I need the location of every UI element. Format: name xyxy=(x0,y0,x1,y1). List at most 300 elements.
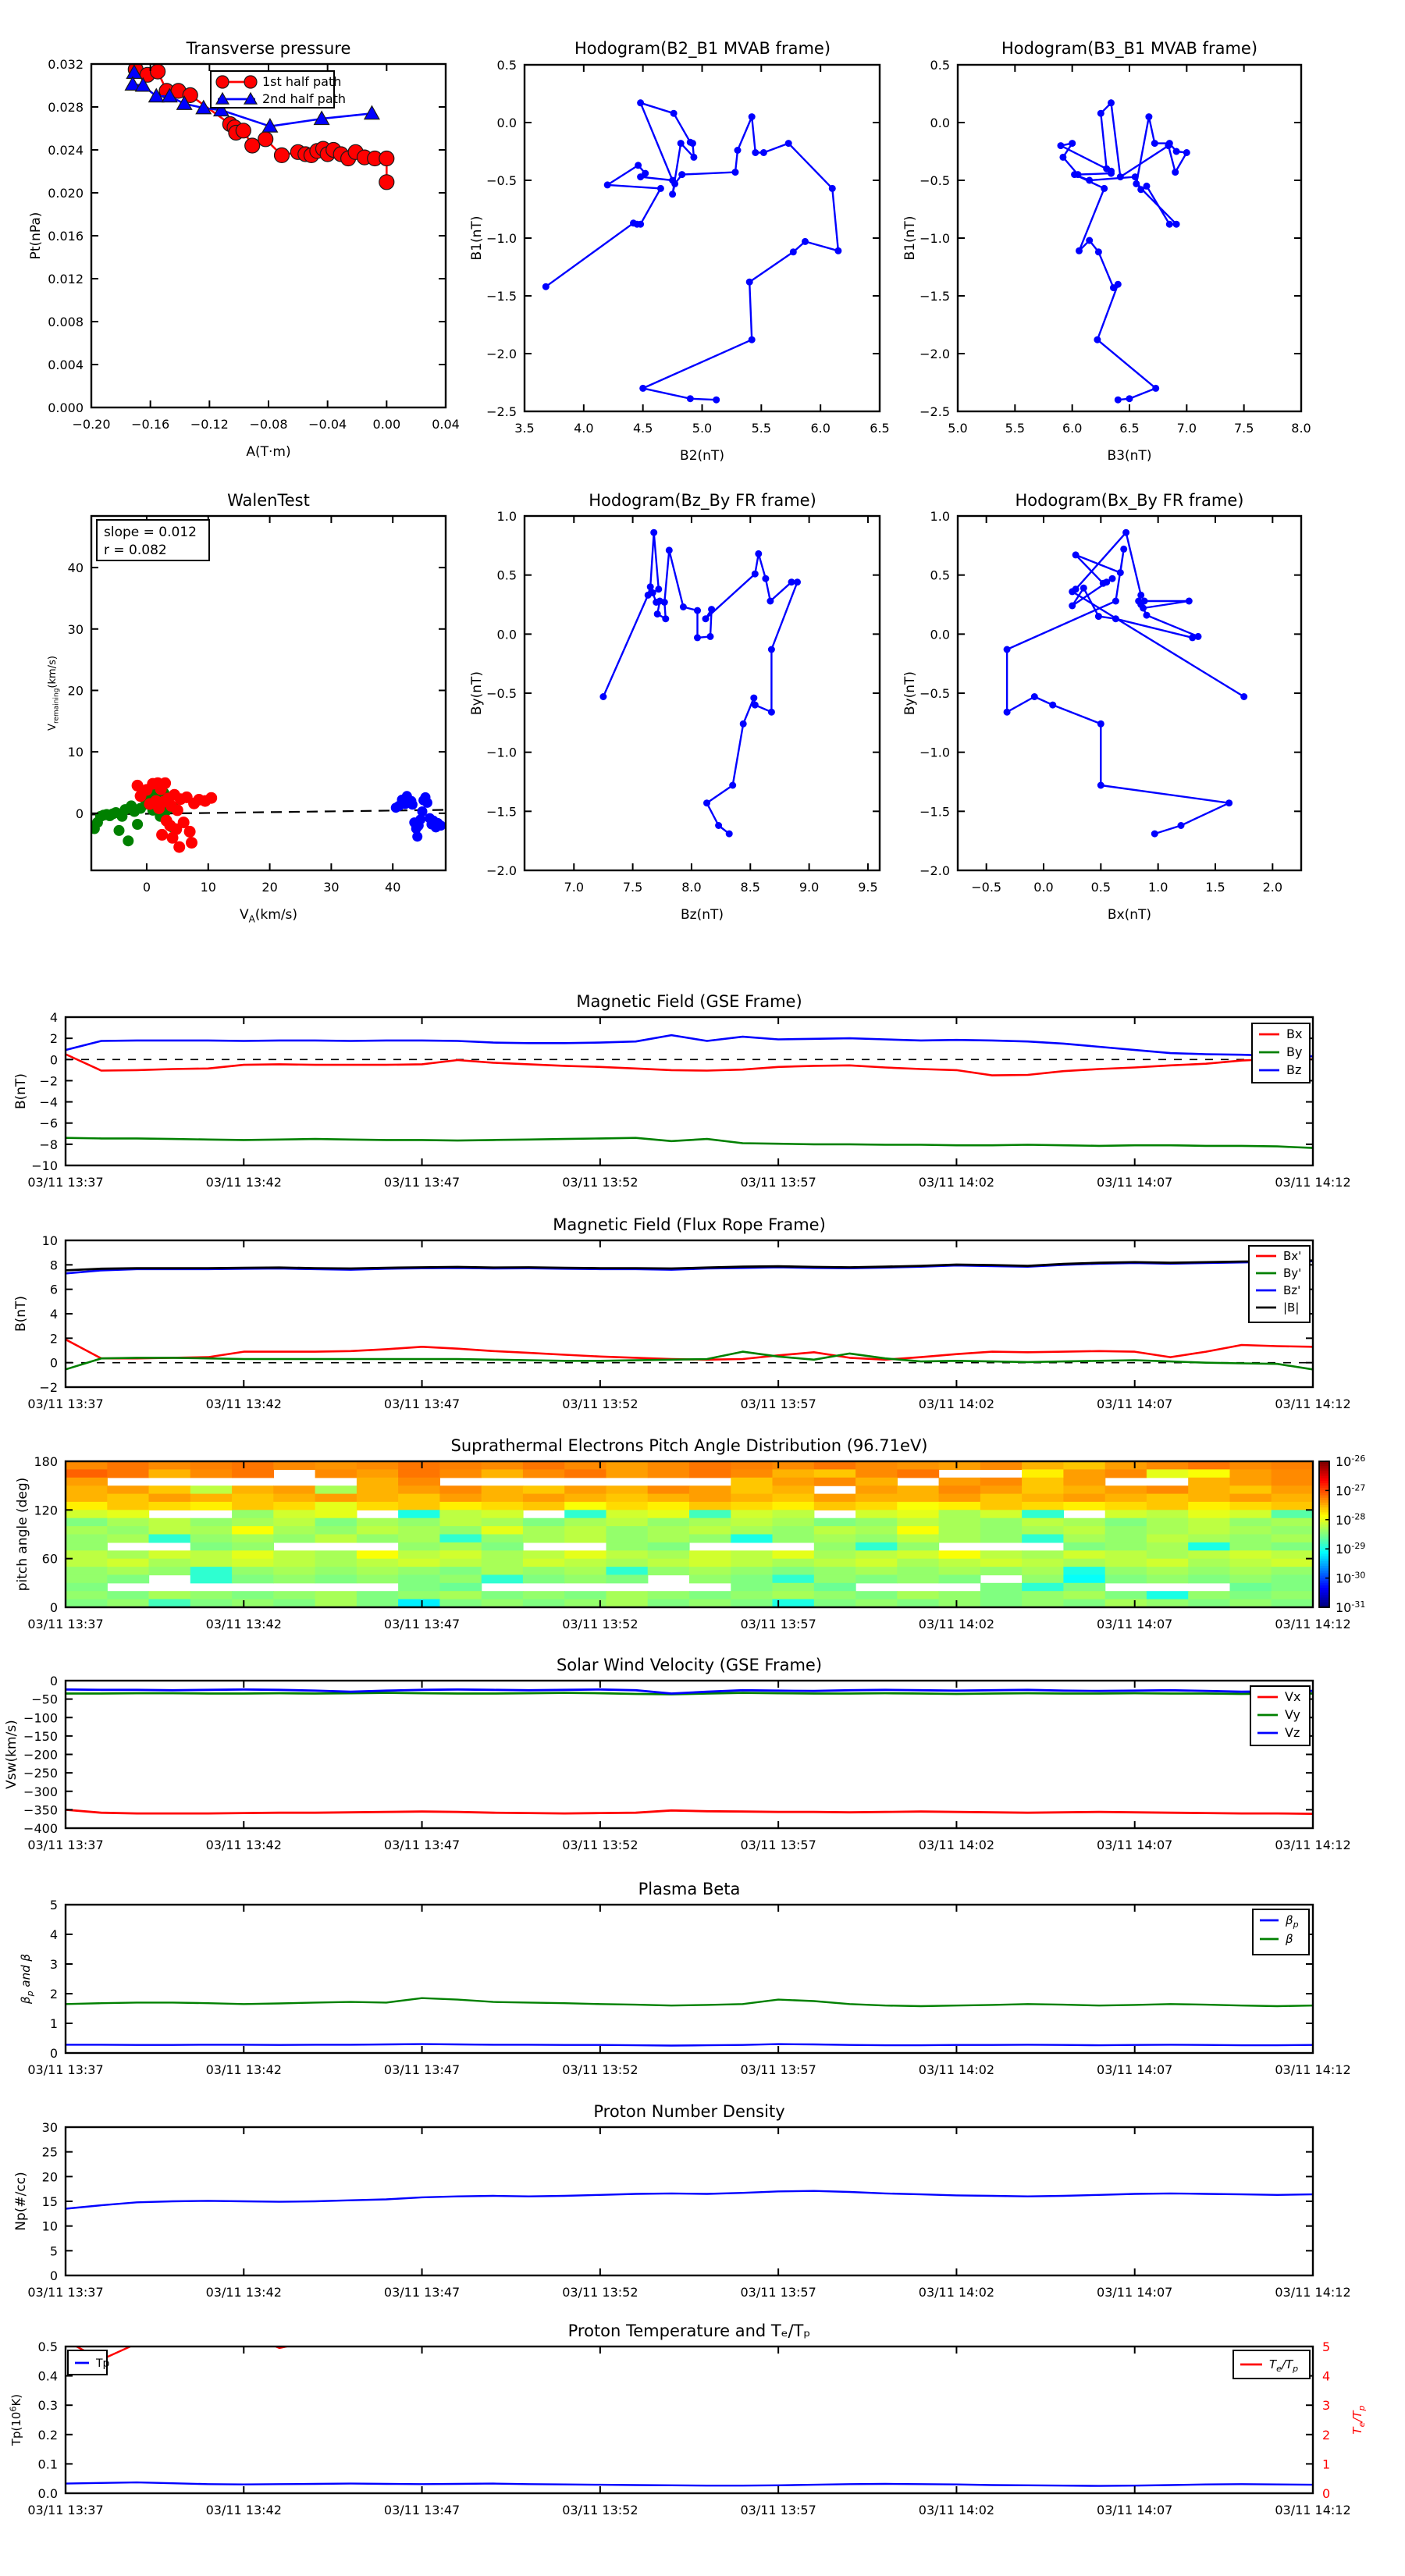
x-tick-label: 03/11 13:52 xyxy=(562,1175,638,1190)
x-tick-label: 03/11 14:02 xyxy=(918,1175,995,1190)
y-tick-label: −1.5 xyxy=(919,289,950,304)
legend-label: β xyxy=(1286,1932,1293,1946)
x-tick-label: 03/11 14:07 xyxy=(1097,1397,1173,1411)
x-tick-label: 03/11 13:47 xyxy=(383,1175,461,1190)
x-tick-label: −0.04 xyxy=(308,417,347,432)
y-axis-label: Np(#/cc) xyxy=(13,2172,29,2231)
y-tick-label: 2 xyxy=(49,1031,58,1047)
y-tick-label: 0 xyxy=(49,2268,58,2283)
x-tick-label: 03/11 13:47 xyxy=(383,2285,461,2300)
x-tick-label: 03/11 14:02 xyxy=(918,1397,995,1411)
x-tick-label: 03/11 13:42 xyxy=(205,1617,282,1631)
x-axis-label: A(T·m) xyxy=(246,444,291,460)
colorbar-tick-label: $10^{-29}$ xyxy=(1336,1541,1366,1557)
y-tick-label: 0.1 xyxy=(37,2457,58,2472)
x-tick-label: 03/11 13:47 xyxy=(383,2503,461,2517)
y-tick-label: 20 xyxy=(41,2169,58,2185)
chart-hodogram-bz-by xyxy=(469,509,880,923)
x-tick-label: 03/11 14:02 xyxy=(918,1838,995,1852)
y-axis-label: pitch angle (deg) xyxy=(15,1477,30,1592)
x-tick-label: 2.0 xyxy=(1262,880,1283,895)
y-tick-label: −300 xyxy=(23,1784,58,1799)
chart-transverse-pressure xyxy=(28,57,460,460)
y-axis-label: Pt(nPa) xyxy=(28,212,44,260)
series-beta_p xyxy=(66,2044,1313,2046)
right-tick-label: 3 xyxy=(1322,2398,1331,2414)
x-tick-label: 03/11 13:52 xyxy=(562,1617,638,1631)
x-tick-label: 4.0 xyxy=(574,421,594,436)
right-tick-label: 1 xyxy=(1322,2457,1331,2472)
chart-b-fr xyxy=(13,1233,1351,1411)
legend-label: |B| xyxy=(1283,1300,1300,1315)
x-tick-label: −0.08 xyxy=(249,417,288,432)
x-tick-label: 03/11 13:52 xyxy=(562,2503,638,2517)
x-tick-label: 03/11 13:57 xyxy=(740,1838,816,1852)
series-Bx_By xyxy=(1007,532,1244,834)
x-tick-label: 30 xyxy=(323,880,340,895)
series-Np xyxy=(66,2191,1313,2209)
x-tick-label: 03/11 14:12 xyxy=(1275,2503,1351,2517)
y-tick-label: −2.5 xyxy=(919,404,950,419)
legend-label: Bz' xyxy=(1283,1283,1301,1297)
x-tick-label: 1.5 xyxy=(1205,880,1225,895)
x-tick-label: 03/11 14:02 xyxy=(918,1617,995,1631)
chart-plasma-beta xyxy=(19,1898,1351,2077)
y-tick-label: 0.0 xyxy=(930,116,950,130)
series-layer xyxy=(542,99,842,403)
y-tick-label: 20 xyxy=(67,683,84,699)
annotation-line: slope = 0.012 xyxy=(104,525,197,540)
y-axis-label: $Tp(10^6K)$ xyxy=(8,2393,23,2446)
y-axis-label: B(nT) xyxy=(13,1073,29,1110)
chart-proton-temperature xyxy=(8,2332,1366,2517)
y-tick-label: −10 xyxy=(31,1158,58,1173)
x-tick-label: 6.0 xyxy=(1062,421,1083,436)
x-tick-label: 03/11 13:57 xyxy=(740,1175,816,1190)
series-layer xyxy=(66,2191,1313,2209)
series-layer xyxy=(89,777,446,853)
y-tick-label: −400 xyxy=(23,1821,58,1836)
series-Vx xyxy=(66,1809,1313,1813)
y-tick-label: −100 xyxy=(23,1710,58,1726)
y-tick-label: 0.024 xyxy=(48,143,84,158)
x-tick-label: 03/11 14:07 xyxy=(1097,2503,1173,2517)
x-axis-label: Bz(nT) xyxy=(680,907,724,923)
x-tick-label: 03/11 13:42 xyxy=(205,1838,282,1852)
legend-label: 1st half path xyxy=(262,74,342,89)
x-tick-label: 4.5 xyxy=(632,421,653,436)
x-tick-label: 03/11 13:52 xyxy=(562,1397,638,1411)
y-tick-label: 0.5 xyxy=(930,58,950,73)
y-tick-label: −2.0 xyxy=(919,347,950,361)
colorbar-tick-label: $10^{-31}$ xyxy=(1336,1599,1366,1615)
legend xyxy=(1249,1246,1310,1322)
y-tick-label: 0.0 xyxy=(930,627,950,642)
y-tick-label: −200 xyxy=(23,1747,58,1763)
plot-frame xyxy=(525,65,880,411)
y-tick-label: 40 xyxy=(67,560,84,576)
legend-label: $\beta_p$ xyxy=(1286,1913,1299,1930)
x-tick-label: 03/11 14:02 xyxy=(918,2503,995,2517)
x-tick-label: 03/11 14:02 xyxy=(918,2062,995,2077)
legend-label: Tp xyxy=(96,2357,110,2370)
x-tick-label: 03/11 13:42 xyxy=(205,2285,282,2300)
x-tick-label: 20 xyxy=(261,880,278,895)
x-tick-label: 5.5 xyxy=(751,421,772,436)
y-tick-label: 0.4 xyxy=(37,2368,58,2384)
y-axis-label: By(nT) xyxy=(902,671,918,716)
y-tick-label: −50 xyxy=(31,1692,58,1707)
y-tick-label: 0 xyxy=(49,1600,58,1615)
x-tick-label: 03/11 13:52 xyxy=(562,2285,638,2300)
y-tick-label: 0.5 xyxy=(930,568,950,583)
x-tick-label: 8.0 xyxy=(681,880,702,895)
x-tick-label: 8.5 xyxy=(740,880,760,895)
chart-hodogram-bx-by xyxy=(902,509,1301,923)
plot-frame xyxy=(66,2347,1313,2493)
y-tick-label: 1 xyxy=(49,2016,58,2031)
legend-label: 2nd half path xyxy=(262,91,347,106)
chart-solar-wind-velocity xyxy=(4,1674,1351,1852)
x-tick-label: 03/11 14:07 xyxy=(1097,2285,1173,2300)
y-tick-label: 4 xyxy=(49,1010,58,1025)
y-axis-label: B1(nT) xyxy=(902,215,918,261)
series-layer xyxy=(1058,99,1190,403)
y-tick-label: 0.2 xyxy=(37,2427,58,2443)
x-tick-label: 03/11 13:52 xyxy=(562,2062,638,2077)
y-tick-label: 5 xyxy=(49,1898,58,1912)
x-tick-label: 03/11 13:42 xyxy=(205,2503,282,2517)
chart-walen-test xyxy=(47,516,446,924)
y-tick-label: −2.0 xyxy=(919,863,950,878)
plot-frame xyxy=(525,516,880,870)
y-tick-label: 120 xyxy=(34,1503,58,1518)
y-tick-label: 0.3 xyxy=(37,2398,58,2414)
y-tick-label: −250 xyxy=(23,1766,58,1781)
legend-label: Vx xyxy=(1285,1689,1301,1704)
x-tick-label: 03/11 14:12 xyxy=(1275,2062,1351,2077)
x-tick-label: 7.0 xyxy=(564,880,585,895)
x-tick-label: −0.5 xyxy=(971,880,1002,895)
series-layer xyxy=(599,529,801,838)
y-tick-label: 10 xyxy=(41,1233,58,1248)
x-tick-label: 03/11 13:37 xyxy=(27,1175,104,1190)
chart-title-hodogram-bx-by: Hodogram(Bx_By FR frame) xyxy=(1015,491,1244,510)
y-tick-label: 0.000 xyxy=(48,400,84,415)
colorbar-tick-label: $10^{-27}$ xyxy=(1336,1482,1366,1499)
y-tick-label: −2.5 xyxy=(486,404,517,419)
colorbar-tick-label: $10^{-28}$ xyxy=(1336,1511,1366,1528)
x-axis-label: $V_A(km/s)$ xyxy=(239,907,298,925)
chart-b-gse xyxy=(13,1010,1351,1190)
legend-label: Vz xyxy=(1285,1725,1300,1740)
chart-title-hodogram-b3-b1: Hodogram(B3_B1 MVAB frame) xyxy=(1001,39,1258,58)
chart-pitch-angle-dist xyxy=(15,1453,1365,1631)
x-tick-label: −0.16 xyxy=(131,417,170,432)
x-tick-label: 7.5 xyxy=(622,880,643,895)
chart-title-b-fr: Magnetic Field (Flux Rope Frame) xyxy=(553,1215,826,1234)
series-layer xyxy=(66,1035,1313,1148)
x-tick-label: 03/11 14:07 xyxy=(1097,1617,1173,1631)
legend xyxy=(1252,1023,1310,1083)
y-tick-label: −1.0 xyxy=(486,231,517,246)
series-By xyxy=(66,1138,1313,1148)
y-tick-label: 0.0 xyxy=(496,627,517,642)
y-tick-label: 30 xyxy=(67,621,84,637)
y-tick-label: 30 xyxy=(41,2120,58,2135)
x-tick-label: 6.5 xyxy=(1119,421,1140,436)
y-tick-label: −0.5 xyxy=(486,686,517,701)
y-tick-label: −0.5 xyxy=(919,173,950,188)
x-axis-label: B3(nT) xyxy=(1107,448,1152,464)
legend xyxy=(1233,2350,1310,2379)
x-tick-label: −0.12 xyxy=(190,417,229,432)
x-tick-label: 03/11 13:37 xyxy=(27,2285,104,2300)
y-tick-label: 6 xyxy=(49,1282,58,1297)
y-tick-label: −1.0 xyxy=(486,745,517,760)
x-tick-label: 03/11 13:57 xyxy=(740,2062,816,2077)
legend-label: Bx xyxy=(1286,1026,1303,1041)
chart-title-transverse-pressure: Transverse pressure xyxy=(186,39,351,58)
x-tick-label: 03/11 14:12 xyxy=(1275,1838,1351,1852)
series-Bz xyxy=(66,1035,1313,1056)
x-tick-label: 03/11 14:12 xyxy=(1275,1617,1351,1631)
x-tick-label: 03/11 13:42 xyxy=(205,1397,282,1411)
legend xyxy=(211,71,346,108)
x-tick-label: 9.5 xyxy=(858,880,878,895)
x-tick-label: 9.0 xyxy=(799,880,820,895)
y-axis-label: $V_{remaining}(km/s)$ xyxy=(47,656,61,731)
y-tick-label: −1.5 xyxy=(919,804,950,820)
x-tick-label: 03/11 14:07 xyxy=(1097,1175,1173,1190)
y-tick-label: 0.028 xyxy=(48,100,84,115)
x-tick-label: 7.5 xyxy=(1233,421,1254,436)
y-tick-label: −6 xyxy=(39,1115,58,1131)
plot-frame xyxy=(66,1681,1313,1828)
y-tick-label: −1.0 xyxy=(919,231,950,246)
y-tick-label: −0.5 xyxy=(919,686,950,701)
x-tick-label: −0.20 xyxy=(72,417,111,432)
legend-label: By xyxy=(1286,1044,1303,1059)
y-axis-label: B1(nT) xyxy=(469,215,485,261)
x-tick-label: 03/11 13:37 xyxy=(27,2062,104,2077)
y-tick-label: 25 xyxy=(41,2144,58,2160)
y-tick-label: 1.0 xyxy=(930,509,950,524)
colorbar-tick-label: $10^{-26}$ xyxy=(1336,1453,1366,1469)
y-tick-label: 8 xyxy=(49,1258,58,1273)
x-tick-label: 03/11 13:52 xyxy=(562,1838,638,1852)
y-tick-label: 2 xyxy=(49,1987,58,2001)
y-tick-label: 0.5 xyxy=(496,568,517,583)
x-tick-label: 03/11 13:37 xyxy=(27,1397,104,1411)
x-tick-label: 03/11 13:47 xyxy=(383,1617,461,1631)
series-layer xyxy=(66,2332,1313,2485)
y-tick-label: 10 xyxy=(67,745,84,760)
y-tick-label: 3 xyxy=(49,1957,58,1972)
y-axis-label: Vsw(km/s) xyxy=(4,1720,20,1789)
series-beta xyxy=(66,1998,1313,2006)
right-axis-label: $T_e/T_p$ xyxy=(1350,2405,1367,2435)
legend-label: Bx' xyxy=(1283,1249,1302,1263)
series-Tp xyxy=(66,2482,1313,2486)
x-tick-label: 03/11 13:47 xyxy=(383,1838,461,1852)
y-tick-label: −0.5 xyxy=(486,173,517,188)
legend-label: Bz xyxy=(1286,1062,1302,1077)
x-tick-label: 03/11 13:57 xyxy=(740,2285,816,2300)
series-layer xyxy=(66,1998,1313,2046)
x-tick-label: 03/11 13:37 xyxy=(27,1617,104,1631)
series-Bx' xyxy=(66,1340,1313,1360)
plot-frame xyxy=(91,64,446,407)
chart-title-proton-temperature: Proton Temperature and Tₑ/Tₚ xyxy=(567,2322,811,2340)
series-layer xyxy=(66,1689,1313,1813)
y-tick-label: 0.0 xyxy=(37,2486,58,2501)
y-tick-label: 10 xyxy=(41,2218,58,2234)
x-axis-label: Bx(nT) xyxy=(1107,907,1152,923)
series-layer xyxy=(1004,529,1248,838)
y-tick-label: 4 xyxy=(49,1307,58,1322)
right-tick-label: 0 xyxy=(1322,2486,1331,2501)
chart-hodogram-b3-b1 xyxy=(902,58,1311,464)
x-tick-label: 03/11 13:37 xyxy=(27,2503,104,2517)
x-tick-label: 7.0 xyxy=(1176,421,1197,436)
x-tick-label: 03/11 13:42 xyxy=(205,1175,282,1190)
x-tick-label: 03/11 14:07 xyxy=(1097,1838,1173,1852)
y-tick-label: 0 xyxy=(49,1355,58,1371)
x-tick-label: 8.0 xyxy=(1291,421,1311,436)
x-tick-label: 03/11 13:57 xyxy=(740,1397,816,1411)
y-tick-label: 0.012 xyxy=(48,272,84,286)
chart-title-hodogram-bz-by: Hodogram(Bz_By FR frame) xyxy=(589,491,816,510)
legend xyxy=(1250,1686,1310,1745)
y-tick-label: −350 xyxy=(23,1802,58,1818)
chart-title-plasma-beta: Plasma Beta xyxy=(638,1880,741,1898)
chart-title-proton-number-density: Proton Number Density xyxy=(593,2102,785,2121)
right-tick-label: 2 xyxy=(1322,2427,1331,2443)
plot-frame xyxy=(91,516,446,870)
y-tick-label: 0.016 xyxy=(48,229,84,244)
y-tick-label: 0.008 xyxy=(48,315,84,329)
series-Bx xyxy=(66,1055,1313,1076)
y-tick-label: −2.0 xyxy=(486,863,517,878)
x-tick-label: 03/11 13:47 xyxy=(383,1397,461,1411)
x-tick-label: 3.5 xyxy=(514,421,535,436)
x-tick-label: 6.5 xyxy=(870,421,890,436)
x-tick-label: 0.5 xyxy=(1090,880,1112,895)
y-tick-label: 0.020 xyxy=(48,186,84,201)
right-tick-label: 4 xyxy=(1322,2368,1331,2384)
legend-label: By' xyxy=(1283,1266,1302,1280)
y-tick-label: 0.004 xyxy=(48,358,84,372)
y-axis-label: $\beta_p$ and β xyxy=(19,1954,35,2004)
plot-frame xyxy=(958,65,1301,411)
y-axis-label: By(nT) xyxy=(469,671,485,716)
x-tick-label: 0 xyxy=(142,880,151,895)
legend xyxy=(68,2350,110,2375)
legend xyxy=(1253,1909,1309,1955)
y-tick-label: −2 xyxy=(39,1380,58,1395)
y-tick-label: 0 xyxy=(49,1052,58,1068)
y-tick-label: −1.5 xyxy=(486,289,517,304)
right-tick-label: 5 xyxy=(1322,2339,1331,2354)
colorbar xyxy=(1319,1453,1365,1615)
chart-title-walen-test: WalenTest xyxy=(227,491,310,510)
y-tick-label: 180 xyxy=(34,1454,58,1469)
x-tick-label: 5.5 xyxy=(1005,421,1026,436)
heatmap-cells xyxy=(66,1461,1314,1608)
x-tick-label: 0.04 xyxy=(432,417,460,432)
x-tick-label: 0.00 xyxy=(372,417,401,432)
x-tick-label: 03/11 13:37 xyxy=(27,1838,104,1852)
y-tick-label: 2 xyxy=(49,1331,58,1347)
x-tick-label: 03/11 14:02 xyxy=(918,2285,995,2300)
x-axis-label: B2(nT) xyxy=(680,448,724,464)
y-tick-label: 15 xyxy=(41,2194,58,2209)
x-tick-label: 03/11 13:57 xyxy=(740,1617,816,1631)
plot-frame xyxy=(66,1017,1313,1165)
y-tick-label: 0 xyxy=(49,2046,58,2061)
y-tick-label: −1.0 xyxy=(919,745,950,760)
plot-frame xyxy=(66,1905,1313,2053)
x-tick-label: 03/11 14:12 xyxy=(1275,1175,1351,1190)
colorbar-tick-label: $10^{-30}$ xyxy=(1336,1570,1366,1586)
x-tick-label: 03/11 14:12 xyxy=(1275,1397,1351,1411)
chart-title-solar-wind-velocity: Solar Wind Velocity (GSE Frame) xyxy=(556,1656,823,1674)
x-tick-label: 03/11 13:57 xyxy=(740,2503,816,2517)
y-tick-label: 0.0 xyxy=(496,116,517,130)
y-tick-label: −8 xyxy=(39,1137,58,1152)
series-layer xyxy=(66,1261,1313,1370)
chart-title-b-gse: Magnetic Field (GSE Frame) xyxy=(576,992,802,1011)
y-axis-label: B(nT) xyxy=(13,1295,29,1332)
chart-hodogram-b2-b1 xyxy=(469,58,890,464)
y-tick-label: 0.032 xyxy=(48,57,84,72)
y-tick-label: −2.0 xyxy=(486,347,517,361)
plot-frame xyxy=(958,516,1301,870)
x-tick-label: 1.0 xyxy=(1147,880,1168,895)
y-tick-label: 0 xyxy=(75,806,84,821)
x-tick-label: 0.0 xyxy=(1033,880,1054,895)
annotation-line: r = 0.082 xyxy=(104,543,167,558)
x-tick-label: 03/11 14:07 xyxy=(1097,2062,1173,2077)
y-tick-label: 0.5 xyxy=(496,58,517,73)
y-tick-label: −4 xyxy=(39,1094,58,1110)
x-tick-label: 40 xyxy=(385,880,401,895)
y-tick-label: −2 xyxy=(39,1073,58,1089)
x-tick-label: 5.0 xyxy=(948,421,968,436)
chart-title-pitch-angle-dist: Suprathermal Electrons Pitch Angle Distribution (96.71eV) xyxy=(450,1436,928,1455)
x-tick-label: 6.0 xyxy=(810,421,831,436)
y-tick-label: 60 xyxy=(41,1551,58,1567)
y-tick-label: 0 xyxy=(49,1674,58,1688)
x-tick-label: 03/11 14:12 xyxy=(1275,2285,1351,2300)
y-tick-label: 1.0 xyxy=(496,509,517,524)
y-tick-label: 5 xyxy=(49,2243,58,2259)
chart-proton-number-density xyxy=(13,2120,1351,2300)
legend-label: Vy xyxy=(1285,1707,1300,1722)
y-tick-label: 0.5 xyxy=(37,2339,58,2354)
x-tick-label: 5.0 xyxy=(692,421,713,436)
x-tick-label: 10 xyxy=(200,880,216,895)
x-tick-label: 03/11 13:42 xyxy=(205,2062,282,2077)
x-tick-label: 03/11 13:47 xyxy=(383,2062,461,2077)
series-By' xyxy=(66,1352,1313,1370)
y-tick-label: −150 xyxy=(23,1728,58,1744)
chart-title-hodogram-b2-b1: Hodogram(B2_B1 MVAB frame) xyxy=(574,39,831,58)
y-tick-label: 4 xyxy=(49,1927,58,1942)
y-tick-label: −1.5 xyxy=(486,804,517,820)
legend-label: $T_e/T_p$ xyxy=(1269,2357,1299,2374)
